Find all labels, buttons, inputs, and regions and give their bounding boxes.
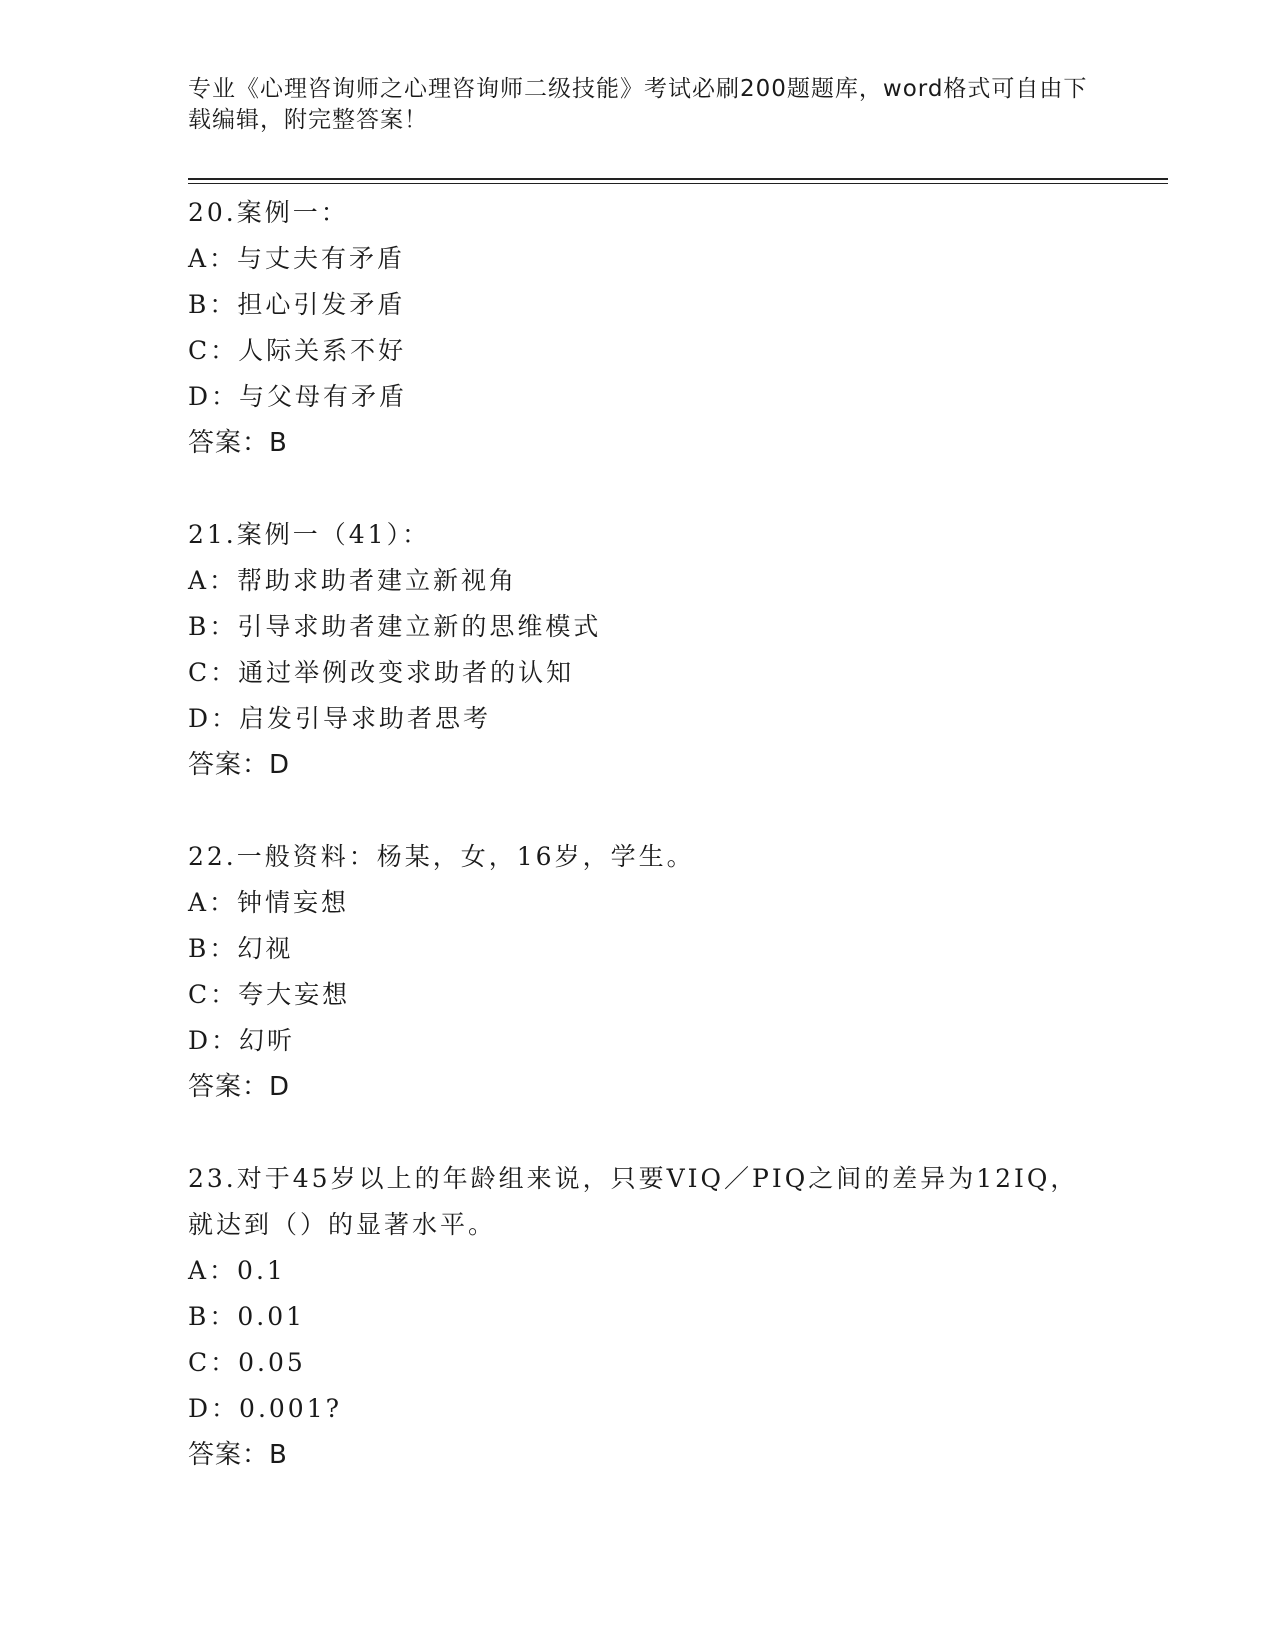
answer-value: B <box>269 428 288 458</box>
option-a: A：0.1 <box>188 1256 286 1285</box>
option-c: C：通过举例改变求助者的认知 <box>188 658 575 687</box>
header-divider-thin <box>188 183 1168 184</box>
header-divider-thick <box>188 178 1168 180</box>
option-a: A：钟情妄想 <box>188 888 350 917</box>
question-list <box>188 190 1168 1524</box>
question-item <box>188 1156 1168 1478</box>
answer-label: 答案： <box>188 750 270 780</box>
question-item <box>188 190 1168 466</box>
option-c: C：人际关系不好 <box>188 336 407 365</box>
option-b: B：担心引发矛盾 <box>188 290 406 319</box>
answer-label: 答案： <box>188 428 270 458</box>
option-a: A：与丈夫有矛盾 <box>188 244 406 273</box>
option-b: B：引导求助者建立新的思维模式 <box>188 612 602 641</box>
option-d: D：启发引导求助者思考 <box>188 704 492 733</box>
question-stem: 22.一般资料：杨某，女，16岁，学生。 <box>188 842 695 871</box>
option-c: C：0.05 <box>188 1348 306 1377</box>
answer-line <box>188 1064 1168 1110</box>
answer-label: 答案： <box>188 1072 270 1102</box>
answer-value: D <box>269 1072 291 1102</box>
answer-line <box>188 742 1168 788</box>
answer-value: B <box>269 1440 288 1470</box>
option-a: A：帮助求助者建立新视角 <box>188 566 518 595</box>
answer-line <box>188 420 1168 466</box>
option-d: D：幻听 <box>188 1026 296 1055</box>
question-stem: 20.案例一： <box>188 198 349 227</box>
answer-line <box>188 1432 1168 1478</box>
option-d: D：与父母有矛盾 <box>188 382 408 411</box>
question-stem: 21.案例一（41）： <box>188 520 431 549</box>
question-item <box>188 834 1168 1110</box>
option-c: C：夸大妄想 <box>188 980 351 1009</box>
question-item <box>188 512 1168 788</box>
option-b: B：0.01 <box>188 1302 306 1331</box>
option-b: B：幻视 <box>188 934 294 963</box>
answer-value: D <box>269 750 291 780</box>
answer-label: 答案： <box>188 1440 270 1470</box>
document-header: 专业《心理咨询师之心理咨询师二级技能》考试必刷200题题库，word格式可自由下载编辑，附完整答案！ <box>188 76 1088 133</box>
question-stem: 23.对于45岁以上的年龄组来说，只要VIQ／PIQ之间的差异为12IQ，就达到（）的显著水平。 <box>188 1164 1079 1239</box>
option-d: D：0.001? <box>188 1394 343 1423</box>
